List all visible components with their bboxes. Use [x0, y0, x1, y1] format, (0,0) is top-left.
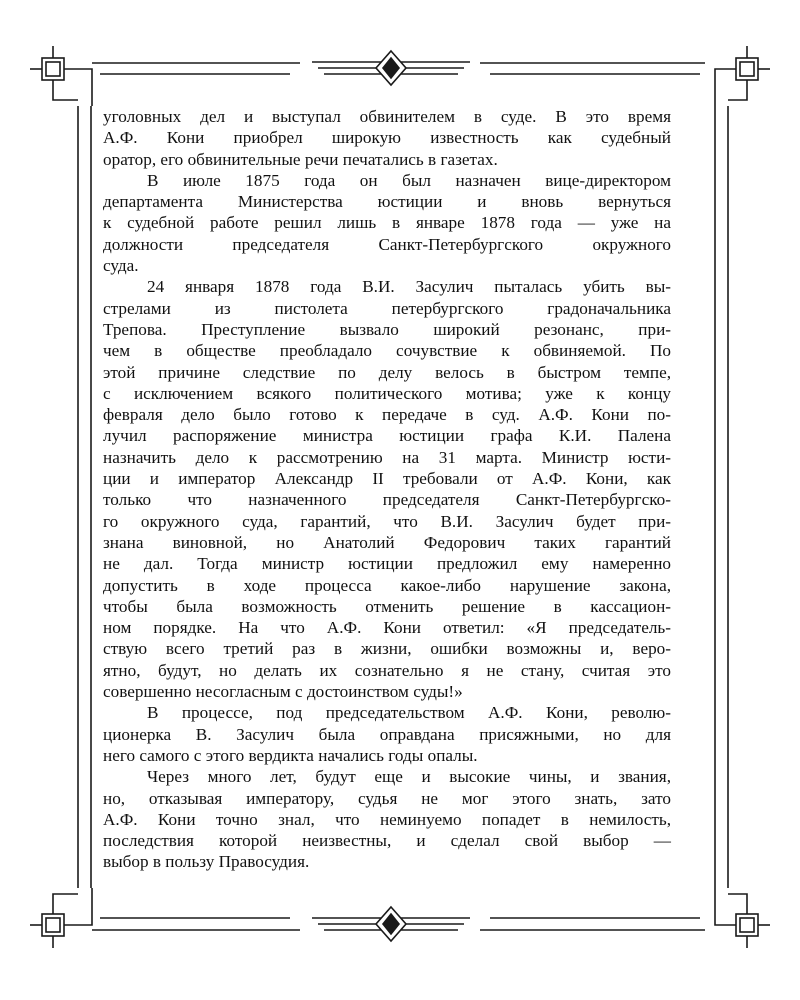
text-line: ствую всего третий раз в жизни, ошибки возможны и, веро-	[103, 639, 671, 659]
text-line: уголовных дел и выступал обвинителем в суде. В это время	[103, 107, 671, 126]
text-line: Трепова. Преступление вызвало широкий резонанс, при-	[103, 319, 671, 339]
text-line: этой причине следствие по делу велось в быстром темпе,	[103, 362, 671, 382]
paragraph	[103, 170, 671, 276]
text-line: последствия которой неизвестны, и сделал свой выбор —	[103, 831, 671, 851]
text-line: А.Ф. Кони приобрел широкую известность как судебный	[103, 128, 671, 148]
text-line: с исключением всякого политического мотива; уже к концу	[103, 383, 671, 403]
text-line: ятно, будут, но делать их сознательно я не стану, считая это	[103, 660, 671, 680]
text-line: допустить в ходе процесса какое-либо нарушение закона,	[103, 575, 671, 595]
text-line: В июле 1875 года он был назначен вице-директором	[147, 170, 671, 190]
text-line: февраля дело было готово к передаче в суд. А.Ф. Кони по-	[103, 405, 671, 425]
corner-ornament-icon	[30, 46, 92, 106]
paragraph	[103, 766, 671, 872]
text-line: не дал. Тогда министр юстиции предложил ему намеренно	[103, 554, 671, 574]
paragraph	[103, 702, 671, 766]
text-line: суда.	[103, 256, 139, 276]
paragraph	[103, 276, 671, 702]
text-line: должности председателя Санкт-Петербургского окружного	[103, 234, 671, 254]
text-line: ционерка В. Засулич была оправдана присяжными, но для	[103, 724, 671, 744]
corner-ornament-icon	[715, 46, 770, 106]
text-line: ном порядке. На что А.Ф. Кони ответил: «Я председатель-	[103, 618, 671, 638]
text-line: А.Ф. Кони точно знал, что неминуемо попадет в немилость,	[103, 809, 671, 829]
text-line: 24 января 1878 года В.И. Засулич пыталась убить вы-	[147, 277, 671, 297]
text-line: знана виновной, но Анатолий Федорович таких гарантий	[103, 532, 671, 552]
text-line: только что назначенного председателя Санкт-Петербургско-	[103, 490, 671, 510]
text-line: стрелами из пистолета петербургского градоначальника	[103, 298, 671, 318]
text-line: но, отказывая императору, судья не мог этого знать, зато	[103, 788, 671, 808]
text-line: Через много лет, будут еще и высокие чины, и звания,	[147, 767, 671, 787]
text-line: чтобы была возможность отменить решение в кассацион-	[103, 596, 671, 616]
corner-ornament-icon	[715, 888, 770, 948]
text-line: назначить дело к рассмотрению на 31 марта. Министр юсти-	[103, 447, 671, 467]
text-line: к судебной работе решил лишь в январе 1878 года — уже на	[103, 213, 671, 233]
text-line: выбор в пользу Правосудия.	[103, 852, 310, 872]
body-text	[103, 106, 671, 873]
paragraph	[103, 106, 671, 170]
text-line: лучил распоряжение министра юстиции графа К.И. Палена	[103, 426, 671, 446]
corner-ornament-icon	[30, 888, 92, 948]
text-line: совершенно несогласным с достоинством суды!»	[103, 682, 463, 702]
text-line: него самого с этого вердикта начались годы опалы.	[103, 745, 478, 765]
text-line: департамента Министерства юстиции и вновь вернуться	[103, 192, 671, 212]
text-line: В процессе, под председательством А.Ф. Кони, револю-	[147, 703, 671, 723]
diamond-ornament-icon	[312, 51, 470, 85]
text-line: ции и император Александр II требовали от А.Ф. Кони, как	[103, 469, 671, 489]
text-line: чем в обществе преобладало сочувствие к обвиняемой. По	[103, 341, 671, 361]
text-line: го окружного суда, гарантий, что В.И. Засулич будет при-	[103, 511, 671, 531]
text-line: оратор, его обвинительные речи печатались в газетах.	[103, 149, 498, 169]
diamond-ornament-icon	[312, 907, 470, 941]
